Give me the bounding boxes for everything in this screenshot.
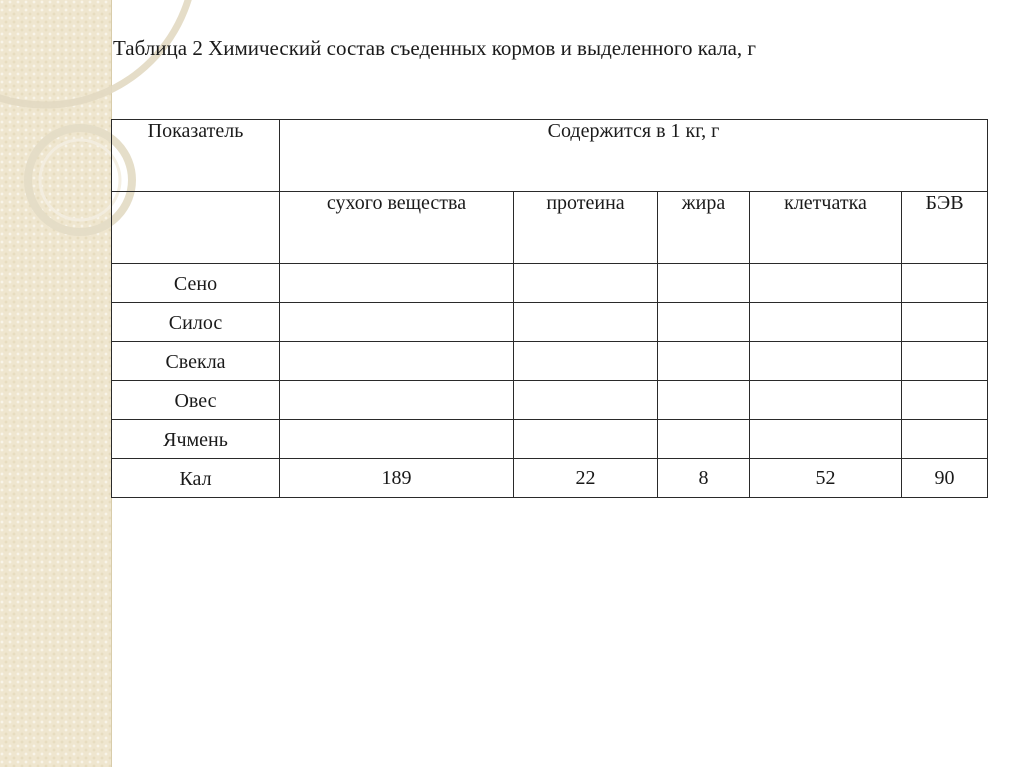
table-row: [112, 264, 988, 303]
table-cell: [902, 342, 988, 381]
table-cell: [902, 420, 988, 459]
table-cell: [280, 303, 514, 342]
row-label: Свекла: [112, 342, 280, 381]
table-cell: 189: [280, 459, 514, 498]
table-cell: [750, 381, 902, 420]
row-label: Овес: [112, 381, 280, 420]
table-caption: Таблица 2 Химический состав съеденных кормов и выделенного кала, г: [113, 36, 757, 60]
table-cell: [280, 342, 514, 381]
table-cell: [658, 264, 750, 303]
table-cell: [658, 342, 750, 381]
table-row: [112, 342, 988, 381]
table-cell: [514, 420, 658, 459]
row-label: Сено: [112, 264, 280, 303]
header-indicator: Показатель: [112, 120, 280, 192]
table-row: [112, 459, 988, 498]
table-cell: [902, 381, 988, 420]
column-header-nfe: БЭВ: [902, 192, 988, 264]
decorative-ring-small-inner: [40, 140, 120, 220]
table-row: [112, 303, 988, 342]
column-header-fat: жира: [658, 192, 750, 264]
table-cell: [280, 381, 514, 420]
row-label: Ячмень: [112, 420, 280, 459]
table-cell: [902, 303, 988, 342]
table-cell: [658, 420, 750, 459]
table-cell: [902, 264, 988, 303]
table-cell: 22: [514, 459, 658, 498]
header-contained-per-kg: Содержится в 1 кг, г: [280, 120, 988, 192]
table-cell: [514, 303, 658, 342]
table-cell: [750, 264, 902, 303]
table-cell: [514, 264, 658, 303]
column-header-fiber: клетчатка: [750, 192, 902, 264]
row-label: Силос: [112, 303, 280, 342]
column-header-protein: протеина: [514, 192, 658, 264]
table-cell: [514, 381, 658, 420]
table-cell: 90: [902, 459, 988, 498]
table-row: [112, 381, 988, 420]
table-header-row: [112, 120, 988, 192]
feed-composition-table: [111, 119, 988, 498]
table-cell: 8: [658, 459, 750, 498]
table-cell: [750, 420, 902, 459]
subheader-empty: [112, 192, 280, 264]
table-cell: [280, 420, 514, 459]
table-cell: [750, 303, 902, 342]
table-row: [112, 420, 988, 459]
column-header-dry-matter: сухого вещества: [280, 192, 514, 264]
table-cell: [280, 264, 514, 303]
row-label: Кал: [112, 459, 280, 498]
table-cell: [658, 303, 750, 342]
table-cell: [514, 342, 658, 381]
table-cell: [750, 342, 902, 381]
table-cell: [658, 381, 750, 420]
table-cell: 52: [750, 459, 902, 498]
table-subheader-row: [112, 192, 988, 264]
